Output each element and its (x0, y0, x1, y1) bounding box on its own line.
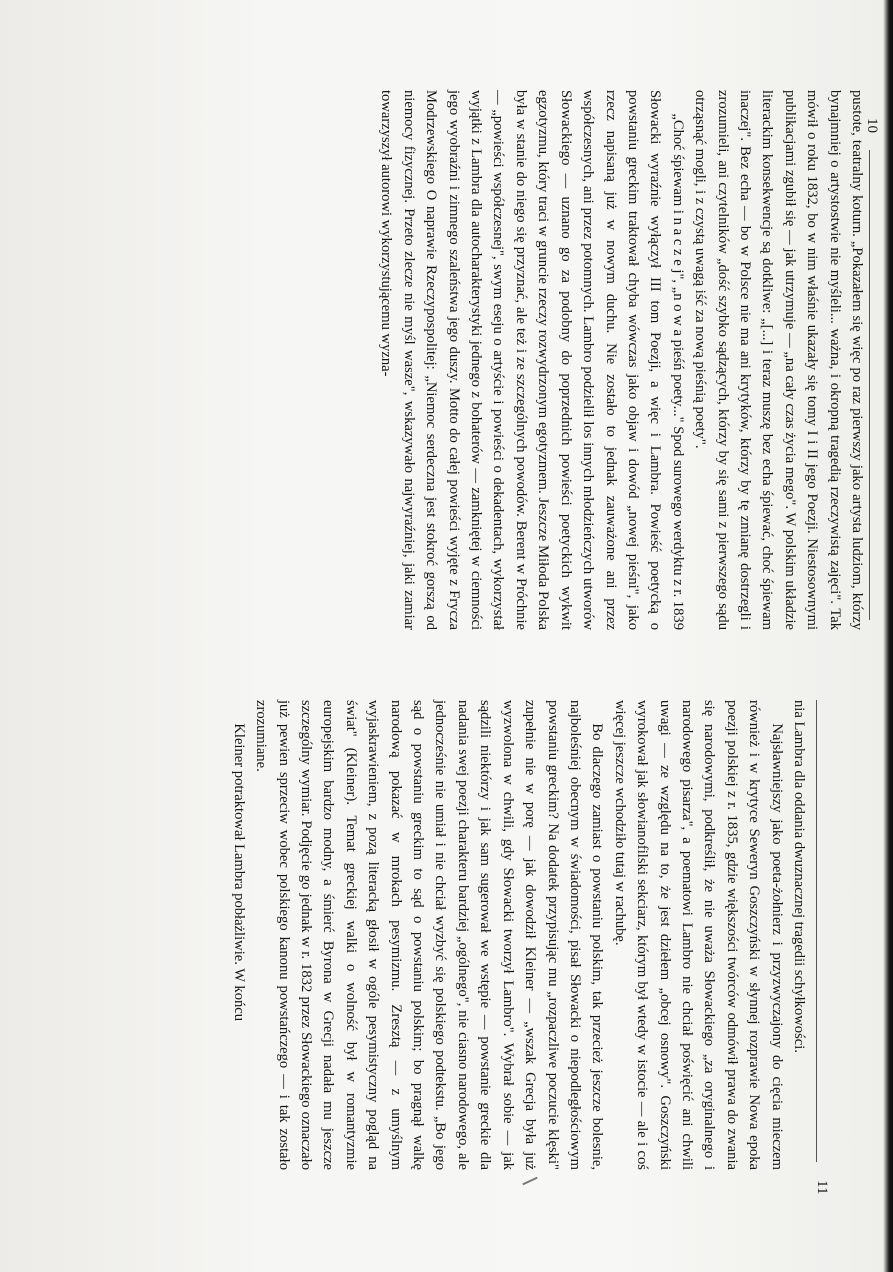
right-paragraph-2: Najsławniejszy jako poeta-żołnierz i przyzwyczajony do cięcia mieczem również i w krytyce Seweryn Goszczyński w słynnej rozprawie Nowa epoka poezji polskiej z r. 1835, gdzie większości twórców odmówił prawa do zwania się narodowymi, podkreślił, że nie uważa Słowackiego „za oryginalnego i narodowego pisarza", a poematowi Lambro nie chciał poświęcić ani chwili uwagi — ze względu na to, że jest dziełem „obcej osnowy". Goszczyński wyrokował jak słowianofilski sekciarz, którym był wtedy w istocie — ale i coś więcej jeszcze wchodziło tutaj w rachubę. (611, 700, 785, 1170)
left-page-head-rule (869, 150, 870, 620)
right-page-folio: 11 (814, 1180, 830, 1195)
left-page-text (375, 90, 868, 630)
right-paragraph-3: Bo dlaczego zamiast o powstaniu polskim, tak przecież jeszcze bolesnie, najboleśniej obecnym w świadomości, pisał Słowacki o niepodległościowym powstaniu greckim? Na dodatek przypisując mu „rozpaczliwe poczucie klęski" zupełnie nie w porę — jak dowodził Kleiner — „wszak Grecja była już wyzwolona w chwili, gdy Słowacki tworzył Lambro". Wybrał sobie — jak sądzili niektórzy i jak sam sugerował we wstępie — powstanie greckie dla nadania swej poezji charakteru bardziej „ogólnego", nie ciasno narodowego, ale jednocześnie nie umiał i nie chciał wyzbyć się polskiego podtekstu. „Bo jego sąd o powstaniu greckim to sąd o powstaniu polskim; bo pragnął walkę narodową pokazać w mrokach pesymizmu. Zresztą — z umyślnym wyjaskrawieniem, z pozą literacką głosił w ogóle pesymistyczny pogląd na świat" (Kleiner). Temat greckiej walki o wolność był w romantyzmie europejskim bardzo modny, a śmierć Byrona w Grecji nadała mu jeszcze szczególny wymiar. Podjęcie go jednak w r. 1832 przez Słowackiego oznaczało już pewien sprzeciw wobec polskiego kanonu powstańczego — i tak zostało zrozumiane. (253, 700, 606, 1170)
left-paragraph-1: pustote, teatralny koturn. „Pokazałem się więc po raz pierwszy jako artysta ludziom, którzy bynajmniej o artystostwie nie myśleli... ważna, i okropną tragedią rzeczywistą zajęci". Tak mówił o roku 1832, bo w nim właśnie ukazały się tomy I i II jego Poezji. Niestosownymi publikacjami zgubił się — jak utrzymuje — „na cały czas życia mego". W polskim układzie literackim konsekwencje są dotkliwe: „[...] i teraz muszę bez echa śpiewać, choć śpiewam inaczej". Bez echa — bo w Polsce nie ma ani krytyków, którzy by tę zmianę dostrzegli i zrozumieli, ani czytelników „dość szybko sądzących, którzy by się sami z pierwszego sądu otrząsnąć mogli, i z czystą uwagą iść za nową pieśnią poety". (692, 90, 865, 630)
right-paragraph-4: Kleiner potraktował Lambra pobłażliwie. W końcu (230, 723, 247, 1022)
left-paragraph-2: „Choć śpiewam i n a c z e j", „n o w a pieśń poety..." Spod surowego werdyktu z r. 1839 Słowacki wyraźnie wyłączył III tom Poezji, a więc i Lambra. Powieść poetycką o powstaniu greckim traktował chyba wówczas jako objaw i dowód „nowej pieśni", jako rzecz napisaną już w nowym duchu. Nie zostało to jednak zauważone ani przez współczesnych, ani przez potomnych. Lambro podzielił los innych młodzieńczych utworów Słowackiego — uznano go za podobny do poprzednich powieści poetyckich wykwit egzotyzmu, który traci w gruncie rzeczy rozwydrzonym egotyzmem. Jeszcze Miłoda Polska była w stanie do niego się przyznać, ale też i ze szczególnych powodów. Berent w Próchnie — „powieści współczesnej", swym eseju o artyście i powieści o dekadentach, wykorzystał wyjątki z Lambra dla autocharakterystyki jednego z bohaterów — zamkniętej w ciemności jego wyobraźni i zimnego szaleństwa jego duszy. Motto do całej powieści wyjęte z Fryczа Modrzewskiego O naprawie Rzeczypospolitej: „Niemoc serdeczna jest stokroć gorszą od niemocy fizycznej. Przeto zlecze nie myśl wasze", wskazywało najwyraźniej, jaki zamiar towarzyszył autorowi wykorzystującemu wyzna- (378, 90, 686, 630)
book-spread-edge (883, 0, 893, 1272)
right-page-text (227, 700, 810, 1170)
right-page-head-rule (816, 700, 817, 1162)
right-paragraph-1: nia Lambra dla oddania dwuznacznej tragedii schyłkowości. (791, 700, 807, 1053)
left-page-folio: 10 (864, 118, 880, 133)
